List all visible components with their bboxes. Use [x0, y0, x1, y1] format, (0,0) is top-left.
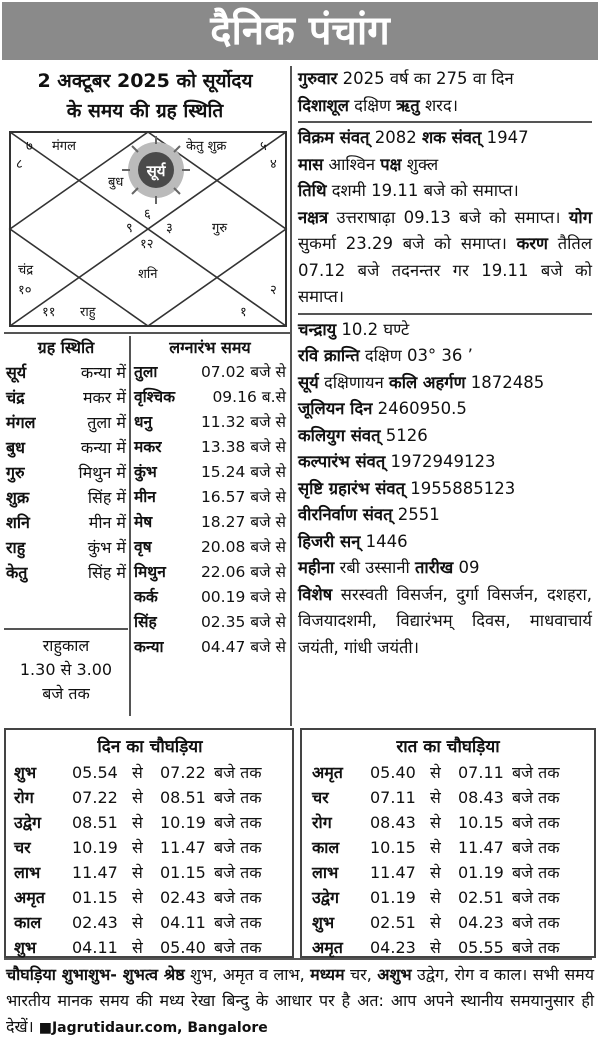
- lagna-name: कर्क: [134, 588, 158, 606]
- choghadiya-se: से: [430, 938, 441, 957]
- graha-rashi: मिथुन में: [78, 463, 126, 482]
- vishesh-line: विशेष सरस्वती विसर्जन, दुर्गा विसर्जन, दशहरा, विजयादशमी, विद्यारंभम् दिवस, माधवाचार्य जयंती, गांधी जयंती।: [298, 584, 592, 657]
- choghadiya-to: 05.55: [458, 938, 504, 957]
- page-title: दैनिक पंचांग: [2, 2, 598, 60]
- lagna-name: तुला: [134, 363, 158, 381]
- choghadiya-to: 07.22: [160, 763, 206, 782]
- choghadiya-name: शुभ: [14, 763, 37, 782]
- raat-choghadiya-header: रात का चौघड़िया: [396, 737, 500, 757]
- graha-name: चंद्र: [6, 388, 25, 407]
- lagna-name: मकर: [134, 438, 162, 456]
- graha-row: [4, 510, 128, 535]
- credit: ■Jagrutidaur.com, Bangalore: [38, 1020, 268, 1036]
- kranti-line: रवि क्रान्ति दक्षिण 03° 36 ’: [298, 346, 473, 365]
- choghadiya-name: रोग: [14, 788, 34, 807]
- choghadiya-to: 08.51: [160, 788, 206, 807]
- panchang-details: [298, 66, 592, 661]
- lagna-row: [132, 360, 288, 385]
- lagna-row: [132, 460, 288, 485]
- lagna-row: [132, 610, 288, 635]
- lagna-time: 16.57 बजे से: [200, 488, 286, 506]
- choghadiya-se: से: [430, 813, 441, 832]
- choghadiya-from: 04.11: [72, 938, 118, 957]
- lagna-row: [132, 385, 288, 410]
- choghadiya-name: लाभ: [312, 863, 339, 882]
- hijri-line: हिजरी सन् 1446: [298, 531, 408, 551]
- graha-row: [4, 385, 128, 410]
- choghadiya-row: [308, 835, 588, 860]
- choghadiya-tak: बजे तक: [512, 888, 560, 907]
- house-11: ११: [42, 305, 56, 320]
- lagna-row: [132, 560, 288, 585]
- divider: [298, 121, 592, 123]
- house-3: ३: [166, 221, 173, 236]
- choghadiya-from: 11.47: [370, 863, 416, 882]
- lagna-name: धनु: [134, 413, 153, 431]
- choghadiya-name: उद्वेग: [14, 813, 41, 832]
- raat-choghadiya: [308, 734, 588, 960]
- choghadiya-name: काल: [312, 838, 340, 857]
- column-divider: [290, 66, 292, 726]
- choghadiya-tak: बजे तक: [214, 838, 262, 857]
- graha-row: [4, 485, 128, 510]
- divider: [4, 958, 592, 960]
- column-divider: [129, 336, 131, 716]
- choghadiya-row: [308, 760, 588, 785]
- choghadiya-row: [10, 785, 290, 810]
- lagna-time: 13.38 बजे से: [200, 438, 286, 456]
- choghadiya-se: से: [430, 863, 441, 882]
- choghadiya-name: अमृत: [14, 888, 45, 907]
- house-2: २: [270, 283, 277, 298]
- house-5: ५: [260, 139, 267, 154]
- graha-row: [4, 410, 128, 435]
- graha-name: केतु: [6, 563, 28, 582]
- planet-guru: गुरु: [212, 221, 228, 236]
- choghadiya-se: से: [132, 838, 143, 857]
- lagna-row: [132, 410, 288, 435]
- choghadiya-from: 02.51: [370, 913, 416, 932]
- graha-rashi: कन्या में: [80, 438, 126, 457]
- kaliyug-line: कलियुग संवत् 5126: [298, 425, 428, 445]
- choghadiya-row: [10, 885, 290, 910]
- choghadiya-to: 11.47: [458, 838, 504, 857]
- lagna-name: मीन: [134, 488, 156, 506]
- rahukal-time: 1.30 से 3.00: [19, 660, 113, 679]
- choghadiya-from: 10.15: [370, 838, 416, 857]
- planet-mangal: मंगल: [52, 139, 76, 154]
- choghadiya-tak: बजे तक: [214, 763, 262, 782]
- choghadiya-from: 11.47: [72, 863, 118, 882]
- choghadiya-to: 10.19: [160, 813, 206, 832]
- choghadiya-tak: बजे तक: [214, 813, 262, 832]
- lagnarambh-table: [132, 336, 288, 660]
- choghadiya-to: 01.19: [458, 863, 504, 882]
- choghadiya-from: 01.15: [72, 888, 118, 907]
- choghadiya-tak: बजे तक: [214, 863, 262, 882]
- choghadiya-row: [308, 785, 588, 810]
- choghadiya-to: 07.11: [458, 763, 504, 782]
- graha-rashi: सिंह में: [87, 488, 126, 507]
- choghadiya-from: 08.51: [72, 813, 118, 832]
- choghadiya-tak: बजे तक: [512, 838, 560, 857]
- choghadiya-row: [10, 910, 290, 935]
- julian-line: जूलियन दिन 2460950.5: [298, 399, 467, 418]
- choghadiya-name: काल: [14, 913, 42, 932]
- choghadiya-from: 07.11: [370, 788, 416, 807]
- kundli-title-line1: 2 अक्टूबर 2025 को सूर्योदय: [37, 70, 253, 92]
- lagna-name: वृश्चिक: [134, 388, 175, 406]
- choghadiya-tak: बजे तक: [214, 788, 262, 807]
- graha-rashi: मकर में: [82, 388, 126, 407]
- graha-row: [4, 535, 128, 560]
- choghadiya-row: [10, 760, 290, 785]
- graha-name: सूर्य: [6, 363, 27, 382]
- graha-name: बुध: [6, 438, 25, 457]
- lagna-time: 18.27 बजे से: [200, 513, 286, 531]
- lagna-time: 22.06 बजे से: [200, 563, 286, 581]
- planet-ketu-shukra: केतु शुक्र: [186, 139, 227, 154]
- choghadiya-row: [10, 860, 290, 885]
- choghadiya-row: [10, 835, 290, 860]
- lagnarambh-header: लग्नारंभ समय: [169, 338, 251, 357]
- choghadiya-se: से: [132, 888, 143, 907]
- lagna-time: 15.24 बजे से: [200, 463, 286, 481]
- graha-name: शुक्र: [6, 488, 30, 507]
- choghadiya-to: 04.23: [458, 913, 504, 932]
- lagna-name: सिंह: [134, 613, 157, 631]
- lagna-name: वृष: [134, 538, 152, 556]
- choghadiya-from: 10.19: [72, 838, 118, 857]
- choghadiya-row: [308, 860, 588, 885]
- din-choghadiya-header: दिन का चौघड़िया: [97, 737, 203, 757]
- choghadiya-tak: बजे तक: [512, 913, 560, 932]
- choghadiya-from: 04.23: [370, 938, 416, 957]
- choghadiya-row: [308, 935, 588, 960]
- house-1: १: [240, 305, 247, 320]
- kundli-title: [4, 66, 286, 126]
- graha-row: [4, 460, 128, 485]
- choghadiya-name: रोग: [312, 813, 332, 832]
- choghadiya-tak: बजे तक: [512, 813, 560, 832]
- divider: [4, 332, 290, 334]
- choghadiya-to: 04.11: [160, 913, 206, 932]
- maas-line: मास आश्विन पक्ष शुक्ल: [298, 154, 439, 174]
- house-10: १०: [18, 283, 32, 298]
- dishashool-line: दिशाशूल दक्षिण ऋतु शरद।: [298, 95, 458, 115]
- choghadiya-to: 01.15: [160, 863, 206, 882]
- graha-rashi: मीन में: [88, 513, 126, 532]
- choghadiya-name: शुभ: [14, 938, 37, 957]
- rahukal-suffix: बजे तक: [42, 684, 90, 703]
- house-9: ९: [126, 221, 133, 236]
- choghadiya-row: [10, 935, 290, 960]
- choghadiya-row: [308, 910, 588, 935]
- chandrayu-line: चन्द्रायु 10.2 घण्टे: [298, 319, 410, 339]
- choghadiya-name: अमृत: [312, 938, 343, 957]
- choghadiya-se: से: [430, 838, 441, 857]
- choghadiya-to: 02.43: [160, 888, 206, 907]
- choghadiya-from: 05.40: [370, 763, 416, 782]
- kalparambh-line: कल्पारंभ संवत् 1972949123: [298, 452, 496, 471]
- sun-label: सूर्य: [146, 162, 166, 180]
- choghadiya-se: से: [132, 788, 143, 807]
- choghadiya-tak: बजे तक: [214, 913, 262, 932]
- lagna-row: [132, 635, 288, 660]
- choghadiya-name: चर: [312, 788, 329, 807]
- choghadiya-tak: बजे तक: [512, 863, 560, 882]
- choghadiya-row: [308, 810, 588, 835]
- lagna-name: मेष: [134, 513, 153, 531]
- choghadiya-se: से: [430, 913, 441, 932]
- rahukal-title: राहुकाल: [42, 636, 90, 655]
- house-8: ८: [16, 157, 23, 172]
- choghadiya-se: से: [132, 913, 143, 932]
- planet-budh: बुध: [108, 175, 124, 190]
- choghadiya-to: 08.43: [458, 788, 504, 807]
- choghadiya-to: 10.15: [458, 813, 504, 832]
- lagna-time: 07.02 बजे से: [200, 363, 286, 381]
- graha-name: राहु: [6, 538, 26, 557]
- choghadiya-name: शुभ: [312, 913, 335, 932]
- graha-sthiti-header: ग्रह स्थिति: [37, 338, 95, 357]
- choghadiya-name: अमृत: [312, 763, 343, 782]
- choghadiya-from: 02.43: [72, 913, 118, 932]
- divider: [298, 313, 592, 315]
- planet-shani: शनि: [138, 267, 158, 282]
- graha-name: शनि: [6, 513, 30, 532]
- choghadiya-se: से: [132, 863, 143, 882]
- graha-rashi: सिंह में: [87, 563, 126, 582]
- choghadiya-from: 01.19: [370, 888, 416, 907]
- house-7: ७: [26, 139, 33, 154]
- choghadiya-from: 05.54: [72, 763, 118, 782]
- graha-row: [4, 360, 128, 385]
- choghadiya-se: से: [430, 888, 441, 907]
- lagna-time: 00.19 बजे से: [200, 588, 286, 606]
- graha-rashi: कुंभ में: [87, 538, 126, 557]
- graha-name: गुरु: [6, 463, 25, 482]
- choghadiya-tak: बजे तक: [512, 763, 560, 782]
- lagna-name: कुंभ: [134, 463, 157, 481]
- lagna-row: [132, 535, 288, 560]
- graha-name: मंगल: [6, 413, 36, 432]
- graha-row: [4, 435, 128, 460]
- graha-rashi: कन्या में: [80, 363, 126, 382]
- lagna-time: 11.32 बजे से: [200, 413, 286, 431]
- divider: [4, 628, 128, 630]
- choghadiya-se: से: [430, 763, 441, 782]
- din-choghadiya: [10, 734, 290, 960]
- choghadiya-to: 11.47: [160, 838, 206, 857]
- lagna-row: [132, 435, 288, 460]
- choghadiya-tak: बजे तक: [512, 938, 560, 957]
- planet-chandra: चंद्र: [18, 263, 34, 278]
- house-6: ६: [144, 207, 151, 222]
- choghadiya-row: [10, 810, 290, 835]
- kundli-chart: [8, 130, 288, 328]
- choghadiya-from: 08.43: [370, 813, 416, 832]
- choghadiya-row: [308, 885, 588, 910]
- srishti-line: सृष्टि ग्रहारंभ संवत् 1955885123: [298, 478, 516, 498]
- choghadiya-se: से: [132, 938, 143, 957]
- graha-row: [4, 560, 128, 585]
- choghadiya-tak: बजे तक: [214, 938, 262, 957]
- choghadiya-to: 05.40: [160, 938, 206, 957]
- surya-line: सूर्य दक्षिणायन कलि अहर्गण 1872485: [298, 372, 545, 392]
- choghadiya-tak: बजे तक: [512, 788, 560, 807]
- veernirvan-line: वीरनिर्वाण संवत् 2551: [298, 505, 440, 524]
- lagna-time: 20.08 बजे से: [200, 538, 286, 556]
- kundli-title-line2: के समय की ग्रह स्थिति: [66, 100, 224, 122]
- choghadiya-to: 02.51: [458, 888, 504, 907]
- footer-note: चौघड़िया शुभाशुभ- शुभत्व श्रेष्ठ शुभ, अमृत व लाभ, मध्यम चर, अशुभ उद्वेग, रोग व काल। सभी समय भारतीय मानक समय की मध्य रेखा बिन्दु के आधार पर है अत: आप अपने स्थानीय समयानुसार ही देखें। ■Jagrutidaur.com, Bangalore: [6, 965, 594, 1036]
- lagna-row: [132, 585, 288, 610]
- lagna-name: मिथुन: [134, 563, 166, 581]
- weekday-line: गुरुवार 2025 वर्ष का 275 वा दिन: [298, 69, 514, 88]
- lagna-time: 04.47 बजे से: [200, 638, 286, 656]
- mahina-line: महीना रबी उस्सानी तारीख 09: [298, 558, 480, 577]
- lagna-row: [132, 510, 288, 535]
- lagna-row: [132, 485, 288, 510]
- choghadiya-name: चर: [14, 838, 31, 857]
- lagna-name: कन्या: [134, 638, 164, 656]
- choghadiya-name: उद्वेग: [312, 888, 339, 907]
- nakshatra-yog-karan: नक्षत्र उत्तराषाढ़ा 09.13 बजे को समाप्त। योग सुकर्मा 23.29 बजे को समाप्त। करण तैतिल 07.12 बजे तदनन्तर गर 19.11 बजे को समाप्त।: [298, 207, 593, 306]
- house-12: १२: [140, 237, 154, 252]
- choghadiya-tak: बजे तक: [214, 888, 262, 907]
- lagna-time: 02.35 बजे से: [200, 613, 286, 631]
- rahukal-box: [4, 634, 128, 706]
- choghadiya-se: से: [132, 763, 143, 782]
- house-4: ४: [270, 157, 277, 172]
- graha-sthiti-table: [4, 336, 128, 585]
- choghadiya-se: से: [132, 813, 143, 832]
- choghadiya-from: 07.22: [72, 788, 118, 807]
- samvat-line: विक्रम संवत् 2082 शक संवत् 1947: [298, 128, 529, 147]
- lagna-time: 09.16 ब.से: [212, 388, 286, 406]
- planet-rahu: राहु: [80, 305, 96, 320]
- graha-rashi: तुला में: [87, 413, 126, 432]
- choghadiya-se: से: [430, 788, 441, 807]
- tithi-line: तिथि दशमी 19.11 बजे को समाप्त।: [298, 181, 519, 200]
- choghadiya-name: लाभ: [14, 863, 41, 882]
